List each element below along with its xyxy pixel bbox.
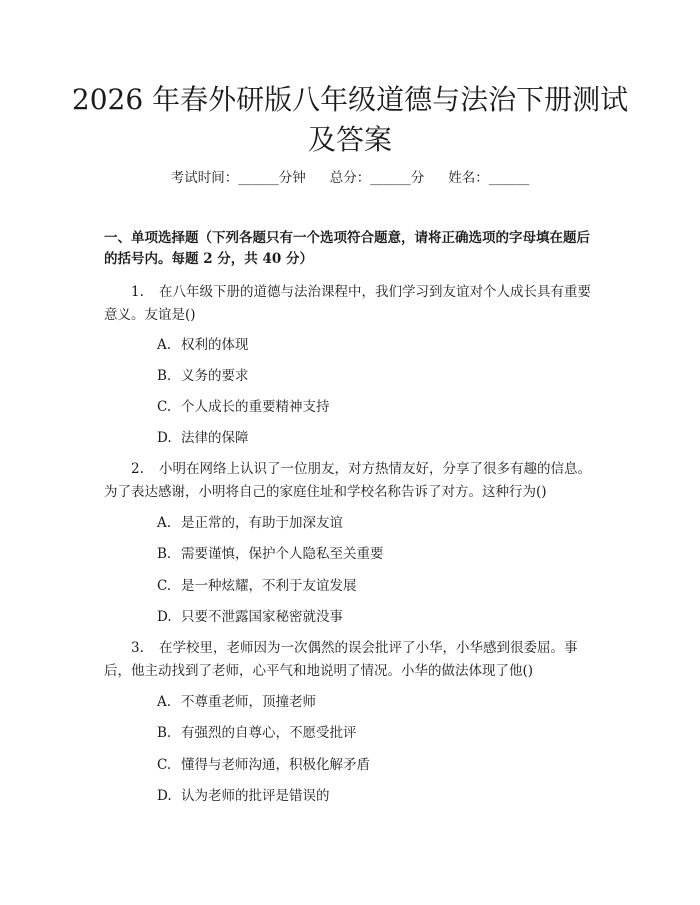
question-number: 3. [131, 640, 144, 656]
option-text: 需要谨慎，保护个人隐私至关重要 [181, 546, 384, 562]
question-3 [104, 637, 598, 683]
option-2d [157, 607, 343, 627]
question-2 [104, 458, 598, 504]
question-text: 在八年级下册的道德与法治课程中，我们学习到友谊对个人成长具有重要意义。友谊是() [104, 284, 591, 323]
option-text: 法律的保障 [181, 430, 249, 446]
option-text: 认为老师的批评是错误的 [181, 788, 330, 804]
total-score-label: 总分：______分 [329, 170, 425, 186]
option-1c [157, 397, 330, 417]
question-stem [104, 458, 598, 504]
option-text: 权利的体现 [181, 337, 249, 353]
page-title-line2: 及答案 [307, 123, 392, 156]
option-3d [157, 786, 330, 806]
option-text: 懂得与老师沟通，积极化解矛盾 [181, 757, 370, 773]
option-2a [157, 513, 343, 533]
option-1b [157, 366, 249, 386]
option-3a [157, 692, 316, 712]
question-1 [104, 281, 598, 327]
page-title-line1: 2026 年春外研版八年级道德与法治下册测试 [71, 83, 629, 116]
exam-time-label: 考试时间：______分钟 [170, 170, 306, 186]
option-3c [157, 755, 370, 775]
option-text: 是正常的，有助于加深友谊 [181, 515, 343, 531]
option-text: 只要不泄露国家秘密就没事 [181, 609, 343, 625]
exam-meta [0, 168, 700, 188]
option-text: 不尊重老师，顶撞老师 [181, 694, 316, 710]
option-letter: C. [157, 578, 172, 594]
option-3b [157, 723, 357, 743]
option-1a [157, 335, 249, 355]
option-text: 有强烈的自尊心，不愿受批评 [181, 725, 357, 741]
section-heading: 一、单项选择题（下列各题只有一个选项符合题意，请将正确选项的字母填在题后的括号内。每题 2 分，共 40 分） [104, 230, 590, 267]
option-letter: A. [157, 694, 172, 710]
option-letter: B. [157, 546, 172, 562]
option-text: 义务的要求 [181, 368, 249, 384]
question-number: 2. [131, 461, 144, 477]
option-letter: D. [157, 609, 172, 625]
option-letter: D. [157, 430, 172, 446]
question-number: 1. [131, 284, 144, 300]
option-letter: A. [157, 337, 172, 353]
option-1d [157, 428, 249, 448]
option-letter: C. [157, 399, 172, 415]
question-stem [104, 637, 598, 683]
question-stem [104, 281, 598, 327]
question-text: 在学校里，老师因为一次偶然的误会批评了小华，小华感到很委屈。事后，他主动找到了老师，心平气和地说明了情况。小华的做法体现了他() [104, 640, 578, 679]
option-letter: A. [157, 515, 172, 531]
student-name-label: 姓名：______ [448, 170, 530, 186]
option-letter: B. [157, 725, 172, 741]
option-text: 个人成长的重要精神支持 [181, 399, 330, 415]
option-letter: B. [157, 368, 172, 384]
option-2c [157, 576, 357, 596]
option-text: 是一种炫耀，不利于友谊发展 [181, 578, 357, 594]
option-2b [157, 544, 384, 564]
option-letter: C. [157, 757, 172, 773]
question-text: 小明在网络上认识了一位朋友，对方热情友好，分享了很多有趣的信息。为了表达感谢，小明将自己的家庭住址和学校名称告诉了对方。这种行为() [104, 461, 591, 500]
option-letter: D. [157, 788, 172, 804]
